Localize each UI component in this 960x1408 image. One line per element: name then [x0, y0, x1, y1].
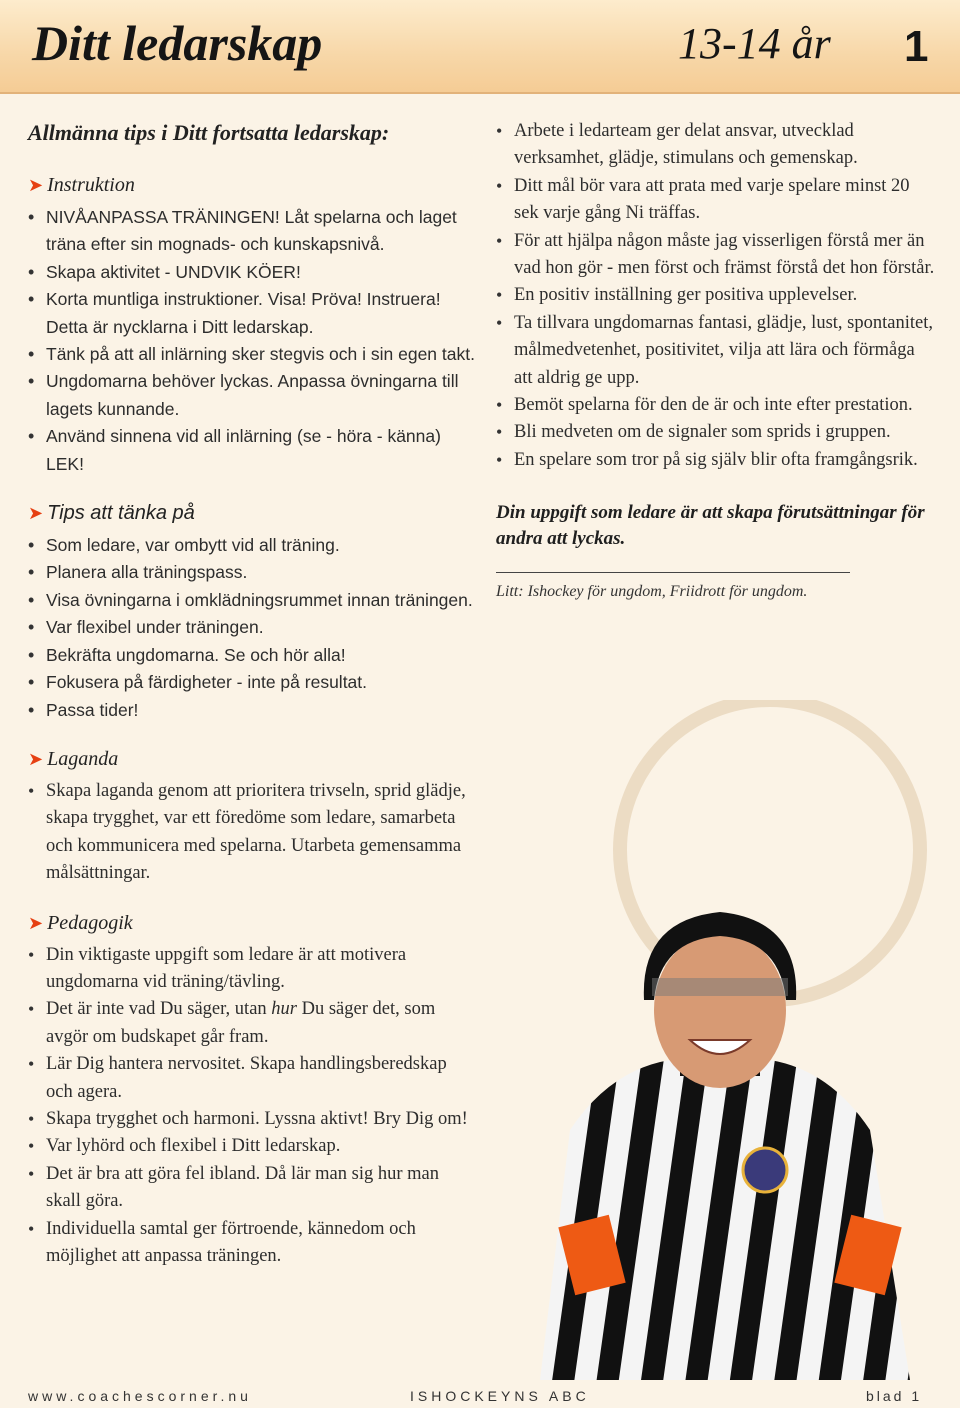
- intro-heading: Allmänna tips i Ditt fortsatta ledarskap:: [28, 120, 390, 145]
- list-item: • Visa övningarna i omklädningsrummet innan träningen.: [28, 587, 478, 614]
- literature-reference: Litt: Ishockey för ungdom, Friidrott för ungdom.: [496, 583, 808, 601]
- list-item: • Ditt mål bör vara att prata med varje spelare minst 20 sek varje gång Ni träffas.: [496, 173, 936, 228]
- list-item: • Planera alla träningspass.: [28, 559, 478, 586]
- list-item: • Korta muntliga instruktioner. Visa! Pröva! Instruera! Detta är nycklarna i Ditt ledarskap.: [28, 286, 478, 341]
- list-item: • Din viktigaste uppgift som ledare är att motivera ungdomarna vid träning/tävling.: [28, 942, 478, 997]
- list-item: • För att hjälpa någon måste jag visserligen förstå mer än vad hon gör - men först och främst förstå det hon förstår.: [496, 228, 936, 283]
- publication-text: ISHOCKEYNS ABC: [410, 1388, 590, 1404]
- list-item: • Bli medveten om de signaler som sprids i gruppen.: [496, 419, 936, 446]
- list-item: • Tänk på att all inlärning sker stegvis och i sin egen takt.: [28, 341, 478, 368]
- arrow-icon: ➤: [28, 503, 44, 524]
- list-item: • Fokusera på färdigheter - inte på resultat.: [28, 669, 478, 696]
- list-item: • Bekräfta ungdomarna. Se och hör alla!: [28, 642, 478, 669]
- page-footer: [0, 1384, 960, 1408]
- list-item: • En spelare som tror på sig själv blir ofta framgångsrik.: [496, 447, 936, 474]
- list-item: • Var flexibel under träningen.: [28, 614, 478, 641]
- laganda-list: [28, 778, 478, 888]
- visor: [652, 978, 788, 996]
- section-heading-laganda: ➤ Laganda: [28, 747, 119, 770]
- list-item: • Ta tillvara ungdomarnas fantasi, glädje, lust, spontanitet, målmedvetenhet, positivitet, vilja att lära och förmåga att aldrig ge upp.: [496, 310, 936, 392]
- list-item: • Använd sinnena vid all inlärning (se - höra - känna) LEK!: [28, 423, 478, 478]
- list-item: • Var lyhörd och flexibel i Ditt ledarskap.: [28, 1133, 478, 1160]
- left-column: [28, 120, 478, 1292]
- list-item: • En positiv inställning ger positiva upplevelser.: [496, 282, 936, 309]
- list-item: • Ungdomarna behöver lyckas. Anpassa övningarna till lagets kunnande.: [28, 368, 478, 423]
- list-item: • Det är inte vad Du säger, utan hur Du säger det, som avgör om budskapet går fram.: [28, 996, 478, 1051]
- page-header: [0, 0, 960, 94]
- list-item: • Skapa aktivitet - UNDVIK KÖER!: [28, 259, 478, 286]
- referee-face: [654, 932, 786, 1088]
- page-title: Ditt ledarskap: [32, 15, 323, 71]
- list-item: • Skapa trygghet och harmoni. Lyssna aktivt! Bry Dig om!: [28, 1106, 478, 1133]
- list-item: • Skapa laganda genom att prioritera trivseln, sprid glädje, skapa trygghet, var ett föredöme som ledare, samarbeta och kommunicera med spelarna. Utarbeta gemensamma målsättningar.: [28, 778, 478, 888]
- right-list: [496, 118, 936, 474]
- list-item: • Individuella samtal ger förtroende, kännedom och möjlighet att anpassa träningen.: [28, 1216, 478, 1271]
- section-heading-pedagogik: ➤ Pedagogik: [28, 911, 133, 934]
- list-item: • Bemöt spelarna för den de är och inte efter prestation.: [496, 392, 936, 419]
- arrow-icon: ➤: [28, 912, 44, 933]
- arrow-icon: ➤: [28, 175, 44, 195]
- list-item: • Som ledare, var ombytt vid all träning.: [28, 532, 478, 559]
- divider: [496, 572, 850, 573]
- list-item: • NIVÅANPASSA TRÄNINGEN! Låt spelarna och laget träna efter sin mognads- och kunskapsnivå.: [28, 204, 478, 259]
- task-statement: Din uppgift som ledare är att skapa förutsättningar för andra att lyckas.: [496, 502, 925, 550]
- emphasis: hur: [271, 999, 297, 1020]
- section-heading-tips: ➤ Tips att tänka på: [28, 502, 195, 525]
- pedagogik-list: [28, 942, 478, 1271]
- page-number: 1: [904, 22, 929, 71]
- list-item: • Det är bra att göra fel ibland. Då lär man sig hur man skall göra.: [28, 1161, 478, 1216]
- tips-list: [28, 532, 478, 724]
- instruktion-list: [28, 204, 478, 478]
- age-group: 13-14 år: [678, 19, 831, 68]
- list-item: • Lär Dig hantera nervositet. Skapa handlingsberedskap och agera.: [28, 1051, 478, 1106]
- list-item: • Passa tider!: [28, 697, 478, 724]
- section-heading-instruktion: ➤ Instruktion: [28, 174, 135, 196]
- arrow-icon: ➤: [28, 748, 44, 769]
- website-text: www.coachescorner.nu: [28, 1388, 252, 1404]
- sheet-number: blad 1: [866, 1388, 923, 1404]
- referee-photo: [470, 700, 960, 1380]
- list-item: • Arbete i ledarteam ger delat ansvar, utvecklad verksamhet, glädje, stimulans och gemenskap.: [496, 118, 936, 173]
- jersey-crest: [743, 1148, 787, 1192]
- right-column: [496, 118, 936, 601]
